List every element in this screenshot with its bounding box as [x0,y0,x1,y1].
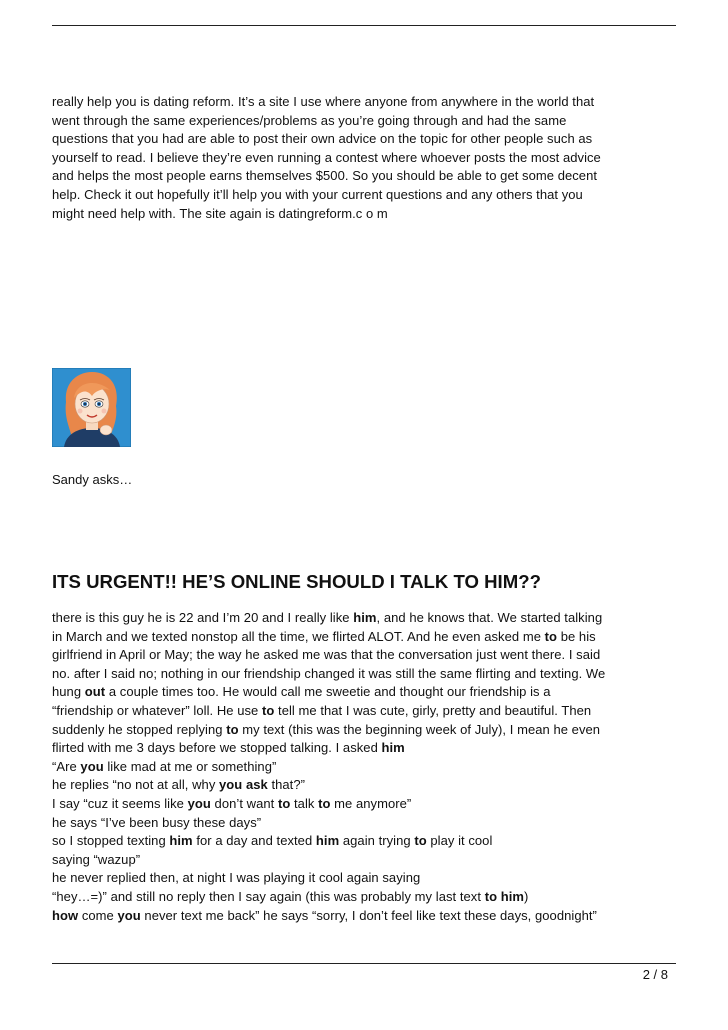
text-segment: flirted with me 3 days before we stopped talking. I asked [52,740,382,756]
text-segment: a couple times too. He would call me sweetie and thought our friendship is a [105,684,551,700]
text-segment: there is this guy he is 22 and I’m 20 and I really like [52,610,354,625]
bold-keyword: you [187,795,211,811]
text-segment: come [78,907,118,923]
bold-keyword: to [318,795,331,811]
bold-keyword: to [226,721,239,737]
body-line [52,609,682,628]
body-line [52,832,682,851]
text-segment: so I stopped texting [52,833,170,849]
text-segment: , and he knows that. We started talking [376,610,603,625]
intro-line: really help you is dating reform. It’s a site I use where anyone from anywhere in the world that [52,94,595,109]
text-segment: ) [523,888,529,904]
text-segment: again trying [339,833,415,849]
bold-keyword: to [544,628,558,644]
intro-line: and helps the most people earns themselves $500. So you should be able to get some decent [52,168,598,184]
intro-line: questions that you had are able to post their own advice on the topic for other people such as [52,131,593,147]
bold-keyword: you [80,758,104,774]
text-segment: tell me that I was cute, girly, pretty and beautiful. Then [274,702,592,718]
bold-keyword: him [381,740,405,756]
text-segment: suddenly he stopped replying [52,721,227,737]
body-line [52,869,682,888]
text-segment: he says “I’ve been busy these days” [52,814,262,830]
body-line [52,814,682,833]
bold-keyword: how [52,907,79,923]
text-segment: don’t want [210,795,278,811]
text-segment: hung [52,684,85,700]
bold-keyword: to him [484,888,524,904]
intro-line: might need help with. The site again is datingreform.c o m [52,205,388,221]
body-line [52,646,682,665]
page-number: 2 / 8 [642,967,668,982]
body-line [52,628,682,647]
intro-line: help. Check it out hopefully it’ll help you with your current questions and any others that you [52,186,583,202]
body-line [52,795,682,814]
body-line [52,907,682,926]
body-line [52,888,682,907]
bold-keyword: you [117,907,141,923]
text-segment: be his [557,628,596,644]
question-title: ITS URGENT!! HE’S ONLINE SHOULD I TALK TO HIM?? [52,571,541,592]
body-line [52,776,682,795]
text-segment: “hey…=)” and still no reply then I say again (this was probably my last text [52,888,485,904]
body-line [52,758,682,777]
bold-keyword: to [262,702,275,718]
intro-line: yourself to read. I believe they’re even running a contest where whoever posts the most advice [52,149,601,165]
text-segment: I say “cuz it seems like [52,795,188,811]
body-line [52,721,682,740]
text-segment: me anymore” [330,795,412,811]
cartoon-woman-avatar-icon [52,368,131,447]
text-segment: he never replied then, at night I was playing it cool again saying [52,870,421,886]
body-line [52,851,682,870]
bold-keyword: out [84,684,106,700]
bold-keyword: him [315,833,340,849]
text-segment: talk [290,795,319,811]
intro-paragraph [52,93,682,223]
question-body [52,609,682,925]
asker-label: Sandy asks… [52,472,133,487]
text-segment: girlfriend in April or May; the way he asked me was that the conversation just went there. I said [52,647,601,663]
bold-keyword: you ask [219,777,268,793]
text-segment: that?” [267,777,306,793]
body-line [52,739,682,758]
text-segment: “friendship or whatever” loll. He use [52,702,262,718]
body-line [52,702,682,721]
text-segment: like mad at me or something” [103,758,277,774]
bold-keyword: him [353,610,377,625]
text-segment: saying “wazup” [52,851,141,867]
text-segment: for a day and texted [192,833,316,849]
footer-rule [52,963,676,964]
intro-line: went through the same experiences/problems as you’re going through and had the same [52,112,567,128]
text-segment: no. after I said no; nothing in our friendship changed it was still the same flirting and texting. We [52,665,606,681]
bold-keyword: him [169,833,193,849]
text-segment: in March and we texted nonstop all the time, we flirted ALOT. And he even asked me [52,628,545,644]
text-segment: play it cool [426,833,493,849]
body-line [52,683,682,702]
bold-keyword: to [414,833,427,849]
bold-keyword: to [277,795,291,811]
text-segment: never text me back” he says “sorry, I don’t feel like text these days, goodnight” [140,907,597,923]
text-segment: my text (this was the beginning week of July), I mean he even [238,721,601,737]
header-rule [52,25,676,26]
body-line [52,665,682,684]
text-segment: “Are [52,758,81,774]
text-segment: he replies “no not at all, why [52,777,220,793]
